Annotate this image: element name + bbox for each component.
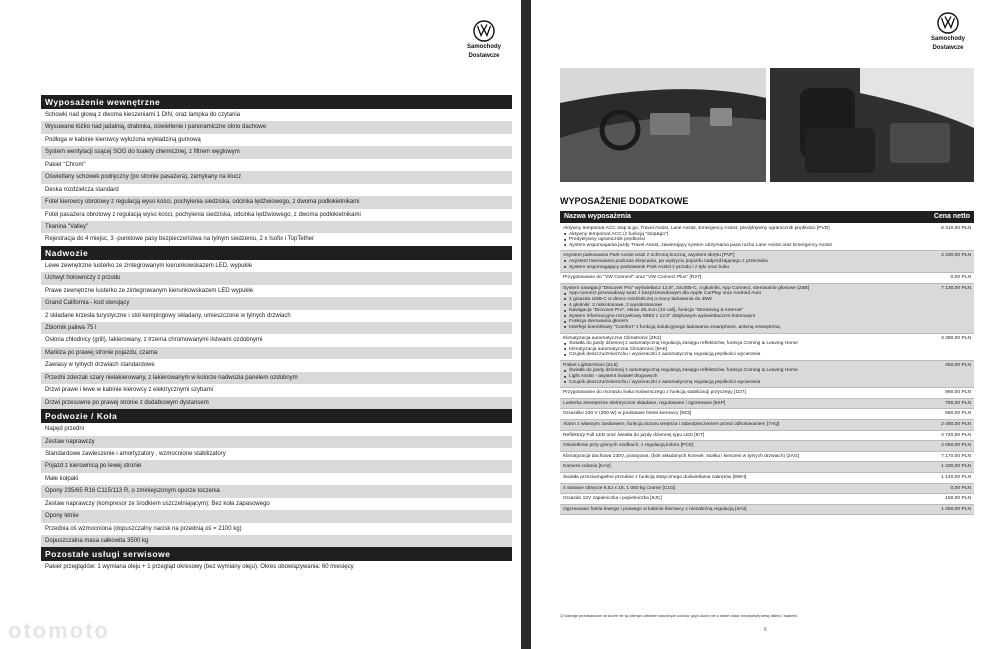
list-item: Prawe zewnętrzne lusterko ze zintegrowanym kierunkowskazem LED wypukłe <box>41 285 512 297</box>
item-name: Ogrzewanie fotela lewego i prawego w kabinie kierowcy z niezależną regulacją [4A3] <box>563 506 747 512</box>
list-item: Opony letnie <box>41 510 512 522</box>
table-row <box>560 251 974 273</box>
list-item: Zawiasy w tylnych drzwiach standardowe <box>41 359 512 371</box>
item-price: 880,00 PLN <box>945 411 971 417</box>
list-item: Deska rozdzielcza standard <box>41 184 512 196</box>
item-name: Oświetlenie przy górnych szafkach, z regulacją koloru [PCE] <box>563 443 694 449</box>
item-price: 150,00 PLN <box>945 496 971 502</box>
list-item: Napęd przedni <box>41 423 512 435</box>
table-row <box>560 334 974 361</box>
list-item: Zestaw naprawczy (kompresor ze środkiem uszczelniającym); Bez koła zapasowego <box>41 498 512 510</box>
item-name: Alarm z własnym zasilaniem, funkcją dozoru wnętrza i zabezpieczeniem przed odholowaniem [7AQ] <box>563 422 780 428</box>
section-header: Pozostałe usługi serwisowe <box>41 547 512 561</box>
item-name: Lusterka zewnętrzne elektrycznie składane, regulowane i ogrzewane [6XP] <box>563 400 726 406</box>
extras-table <box>560 224 974 515</box>
item-price: 1 140,00 PLN <box>941 475 971 480</box>
extras-title: WYPOSAŻENIE DODATKOWE <box>560 196 689 206</box>
item-bullets <box>563 341 930 358</box>
bullet-item: ■ System wspomagający parkowanie Park Assist z przodu i z tyłu oraz boku <box>569 265 930 271</box>
item-price: 7 170,00 PLN <box>941 453 971 459</box>
brand-line1: Samochody <box>930 36 965 42</box>
brand-line1: Samochody <box>466 44 501 50</box>
list-item: Opony 235/65 R16 C115/113 R, o zminiejszonym oporze toczenia <box>41 485 512 497</box>
item-price: 6 310,00 PLN <box>941 226 971 231</box>
section-header: Nadwozie <box>41 246 512 260</box>
item-name: 4 stalowe obręcze 6,5J x 16, 1 050 kg czarne [C1G] <box>563 485 676 491</box>
list-item: Wysuwane łóżko nad jadalnią, drabinka, oświetlenie i panoramiczne okno dachowe <box>41 121 512 133</box>
interior-photo <box>560 68 974 182</box>
bullet-item: ■ Predyktywny ogranicznik prędkości <box>569 237 930 243</box>
list-item: Grand California - kod sterujący <box>41 297 512 309</box>
table-row <box>560 361 974 388</box>
equipment-list <box>41 95 512 574</box>
bullet-item: ■ Klimatyzacja automatyczna Climatronic [9AK] <box>569 347 930 353</box>
list-item: Tkanina "Valley" <box>41 221 512 233</box>
list-item: Zestaw naprawczy <box>41 436 512 448</box>
bullet-item: ■ 4 głośniki: 2 niskotonowe, 2 wysokotonowe <box>569 303 930 309</box>
page-number: 6 <box>764 627 767 633</box>
table-row <box>560 505 974 516</box>
item-price: 780,00 PLN <box>945 400 971 406</box>
item-name: Klimatyzacja dachowa 230V, postojowa. (bok składanych krzeseł, stolika i kieszeni w tylnych drzwiach) [2AG] <box>563 453 800 459</box>
list-item: Uchwyt holowniczy z przodu <box>41 272 512 284</box>
list-item: Pakiet "Chrom" <box>41 159 512 171</box>
list-item: Schowki nad głową z dwoma kieszeniami 1 DIN, oraz lampka do czytania <box>41 109 512 121</box>
right-page <box>531 0 1000 649</box>
item-price: 2 050,00 PLN <box>941 443 971 449</box>
brand-logo <box>464 20 504 60</box>
table-row <box>560 224 974 251</box>
list-item: Dopuszczalna masa całkowita 3500 kg <box>41 535 512 547</box>
item-name: Gniazdo 12V zapalniczka i popielniczka [9JC] <box>563 496 662 502</box>
item-name: Kamera cofania [KA2] <box>563 464 611 470</box>
bullet-item: ■ Interfejs komórkowy "Comfort" z funkcją indukcyjnego ładowania smartphone, anteną zewnętrzną <box>569 325 930 331</box>
table-row <box>560 273 974 284</box>
item-price: 450,00 PLN <box>945 362 971 368</box>
list-item: Zbiornik paliwa 75 l <box>41 322 512 334</box>
table-row <box>560 473 974 484</box>
extras-table-header <box>560 211 974 223</box>
item-name: Aktywny tempomat ACC stop & go, Travel Assist, Lane Assist, Emergency Assist, predyktywny ogranicznik prędkości [PVD] <box>563 226 830 231</box>
list-item: Małe kołpaki <box>41 473 512 485</box>
vw-logo-icon <box>473 20 495 42</box>
list-item: Fotel kierowcy obrotowy z regulacją wyso kości, pochylenia siedziska, odcinka lędźwiowego, z dwoma podłokietnikami <box>41 196 512 208</box>
header-name: Nazwa wyposażenia <box>564 213 631 220</box>
brand-line2: Dostawcze <box>932 45 964 51</box>
bullet-item: ■ System wspomagania jazdy Travel Assist, zawierający system utrzymania pasa ruchu Lane Assist oraz Emergency Assist <box>569 243 930 249</box>
table-row <box>560 409 974 420</box>
brand-logo-right <box>928 12 968 52</box>
list-item: Przedni zderzak szary nielakierowany, z lakierowanym w kolorze nadwozia panelem ozdobnym <box>41 372 512 384</box>
list-item: Przednia oś wzmocniona (dopuszczalny nacisk na przednią oś = 2100 kg) <box>41 523 512 535</box>
item-name: Pakiet Light&Vision [ZL5] <box>563 362 618 368</box>
vw-logo-icon <box>937 12 959 34</box>
bullet-item: ■ System informacyjno-rozrywkowy MIB3 z 12,9" dotykowym wyświetlaczem kolorowym <box>569 314 930 320</box>
item-name: Światła przeciwmgielne przednie z funkcją statycznego doświetlania zakrętów [8WH] <box>563 475 747 480</box>
item-name: Gniazdko 230 V (300 W) w podstawie fotela kierowcy [9Z3] <box>563 411 692 417</box>
list-item: Fotel pasażera obrotowy z regulacją wyso kości, pochylenia siedziska, odcinka lędźwiowego, z dwoma podłokietnikami <box>41 209 512 221</box>
interior-photo-image <box>560 68 974 182</box>
item-bullets <box>563 291 930 330</box>
bullet-item: ■ Nawigacja "Discover Pro", ekran 25,4cm (10 cali), funkcja "Streaming & Internet" <box>569 308 930 314</box>
watermark: otomoto <box>8 618 110 643</box>
bullet-item: ■ 2 gniazda USB-C w desce rozdzielczej o mocy ładowania do 45W <box>569 297 930 303</box>
item-price: 2 330,00 PLN <box>941 253 971 259</box>
item-name: Przygotowanie do "VW Connect" oraz "VW Connect Plus" [R27] <box>563 275 702 281</box>
table-row <box>560 462 974 473</box>
item-price: 1 260,00 PLN <box>941 506 971 512</box>
item-name: Klimatyzacja automatyczna Climatronic [ZK2] <box>563 335 662 341</box>
bullet-item: ■ App-connect przewodowy wraz z bezprzewodowym dla Apple CarPlay oraz Android Auto <box>569 291 930 297</box>
footnote: 1) Ilustracje przedstawione na stronie nie są wiernym odbiciem naturalnych kolorów, gdyż odcień nie w stanie oddać rzeczywistej barwy lakieru i tapicerki. <box>560 614 798 618</box>
list-item: Drzwi przesuwne po prawej stronie z dodatkowym dystansem <box>41 397 512 409</box>
list-item: Rejestracja do 4 miejsc, 3 -punktowe pasy bezpieczeństwa na tylnym siedzeniu, 2 x Isofix i TopTether <box>41 233 512 245</box>
list-item: Pojazd z kierownicą po lewej stronie <box>41 460 512 472</box>
table-row <box>560 431 974 442</box>
list-item: 2 składane krzesła turystyczne i stół kempingowy składany, umieszczone w tylnych drzwiach <box>41 310 512 322</box>
item-name: Przygotowanie do montażu haka holowniczego z funkcją stabilizacji przyczepy [1D7] <box>563 390 746 396</box>
item-price: 7 130,00 PLN <box>941 285 971 291</box>
table-row <box>560 420 974 431</box>
bullet-item: ■ Light Assist - asystent świateł drogowych <box>569 374 930 380</box>
list-item: Markiza po prawej stronie pojazdu, czarna <box>41 347 512 359</box>
item-price: 0,00 PLN <box>950 485 971 491</box>
table-row <box>560 494 974 505</box>
item-bullets <box>563 232 930 249</box>
table-row <box>560 441 974 452</box>
item-name: Asystent parkowania Park Assist wraz z ochroną boczną, asystent skrętu [PVF] <box>563 253 735 259</box>
item-price: 0,00 PLN <box>950 275 971 281</box>
list-item: Lewe zewnętrzne lusterko ze zintegrowanym kierunkowskazem LED, wypukłe <box>41 260 512 272</box>
item-name: System nawigacji "Discover Pro" wyświetlacz 12,9", 2xUSB-C, 4 głośniki, App Connect, sterowanie głosowe [Z6B] <box>563 285 810 291</box>
item-price: 1 330,00 PLN <box>941 464 971 470</box>
list-item: Podłoga w kabinie kierowcy wyłożona wykładziną gumową <box>41 134 512 146</box>
list-item: Oświetlany schowek podręczny (po stronie pasażera), zamykany na klucz <box>41 171 512 183</box>
item-price: 4 720,00 PLN <box>941 432 971 438</box>
brand-line2: Dostawcze <box>468 53 500 59</box>
bullet-item: ■ Światła do jazdy dziennej z automatyczną regulacją zasięgu reflektorów, funkcja Coming & Leaving Home <box>569 368 930 374</box>
item-bullets <box>563 368 930 385</box>
header-price: Cena netto <box>933 213 970 220</box>
item-bullets <box>563 259 930 270</box>
list-item: Pakiet przeglądów: 1 wymiana oleju + 1 przegląd okresowy (bez wymiany oleju). Okres obowiązywania: 60 miesięcy <box>41 561 512 573</box>
table-row <box>560 284 974 334</box>
list-item: Osłona chłodnicy (grill), lakierowany, z trzema chromowanymi listwami ozdobnymi <box>41 334 512 346</box>
bullet-item: ■ Światła do jazdy dziennej z automatyczną regulacją zasięgu reflektorów, funkcja Coming & Leaving Home <box>569 341 930 347</box>
list-item: System wentylacji ssącej SOG do toalety chemicznej, z filtrem węglowym <box>41 146 512 158</box>
list-item: Standardowe zawieszenie i amortyzatory , wzmocnione stabilizatory <box>41 448 512 460</box>
table-row <box>560 399 974 410</box>
table-row <box>560 388 974 399</box>
bullet-item: ■ Asystent hamowania podczas skręcania, po wykryciu pojazdu nadjeżdżającego z przeciwka <box>569 259 930 265</box>
bullet-item: ■ Funkcja sterowania głosem <box>569 319 930 325</box>
item-name: Reflektory Full LED oraz światła do jazdy dziennej typu LED [8IT] <box>563 432 705 438</box>
item-price: 2 480,00 PLN <box>941 422 971 428</box>
bullet-item: ■ Aktywny tempomat ACC (z funkcją "stop&go") <box>569 232 930 238</box>
table-row <box>560 452 974 463</box>
section-header: Wyposażenie wewnętrzne <box>41 95 512 109</box>
item-price: 990,00 PLN <box>945 390 971 396</box>
bullet-item: ■ Czujnik deszczu/zmierzchu i wycieraczki z automatyczną regulacją prędkości wycierania <box>569 380 930 386</box>
table-row <box>560 484 974 495</box>
item-price: 3 380,00 PLN <box>941 335 971 341</box>
bullet-item: ■ Czujnik deszczu/zmierzchu i wycieraczki z automatyczną regulacją prędkości wycierania <box>569 352 930 358</box>
list-item: Drzwi prawe i lewe w kabinie kierowcy z elektrycznymi szybami <box>41 384 512 396</box>
section-header: Podwozie / Koła <box>41 409 512 423</box>
